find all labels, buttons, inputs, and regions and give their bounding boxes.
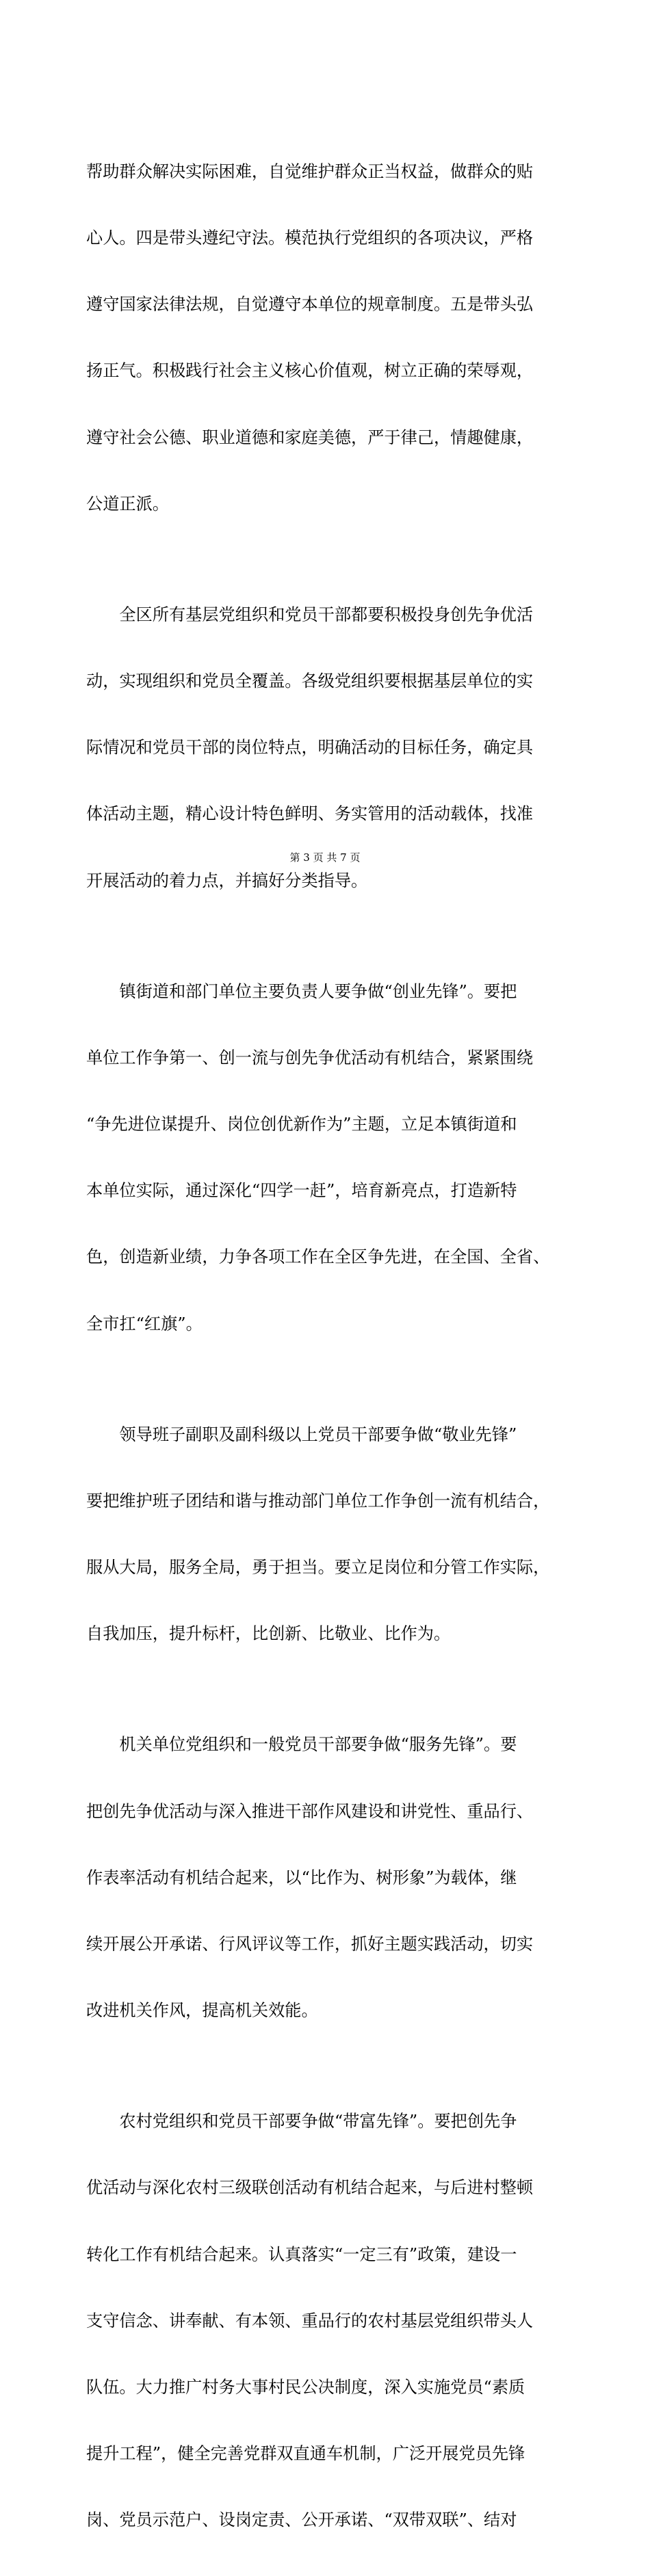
text-line: 遵守社会公德、职业道德和家庭美德，严于律己，情趣健康， [86, 427, 534, 447]
paragraph [86, 559, 565, 936]
text-line: 队伍。大力推广村务大事村民公决制度，深入实施党员“素质 [86, 2377, 525, 2397]
text-line: 扬正气。积极践行社会主义核心价值观，树立正确的荣辱观， [86, 361, 534, 381]
text-line: 机关单位党组织和一般党员干部要争做“服务先锋”。要 [86, 1735, 517, 1755]
text-line: 本单位实际，通过深化“四学一赶”，培育新亮点，打造新特 [86, 1181, 517, 1201]
text-line: 作表率活动有机结合起来，以“比作为、树形象”为载体，继 [86, 1868, 517, 1887]
text-line: 续开展公开承诺、行风评议等工作，抓好主题实践活动，切实 [86, 1934, 534, 1954]
text-line: 帮助群众解决实际困难，自觉维护群众正当权益，做群众的贴 [86, 161, 534, 181]
paragraph [86, 2066, 565, 2575]
text-line: 把创先争优活动与深入推进干部作风建设和讲党性、重品行、 [86, 1801, 534, 1821]
text-line: 开展活动的着力点，并搞好分类指导。 [86, 871, 368, 890]
text-line: 动，实现组织和党员全覆盖。各级党组织要根据基层单位的实 [86, 672, 534, 691]
text-line: 自我加压，提升标杆，比创新、比敬业、比作为。 [86, 1624, 451, 1644]
text-line: 提升工程”，健全完善党群双直通车机制，广泛开展党员先锋 [86, 2444, 525, 2464]
text-line: 际情况和党员干部的岗位特点，明确活动的目标任务，确定具 [86, 738, 534, 758]
text-line: 岗、党员示范户、设岗定责、公开承诺、“双带双联”、结对 [86, 2510, 517, 2530]
text-line: 服从大局，服务全局，勇于担当。要立足岗位和分管工作实际， [86, 1558, 550, 1578]
text-line: 领导班子副职及副科级以上党员干部要争做“敬业先锋” [86, 1424, 517, 1444]
text-line: 改进机关作风，提高机关效能。 [86, 2001, 318, 2021]
text-line: 公道正派。 [86, 494, 169, 514]
text-line: 镇街道和部门单位主要负责人要争做“创业先锋”。要把 [86, 981, 517, 1001]
paragraph [86, 1690, 565, 2067]
paragraph [86, 1379, 565, 1690]
text-line: 要把维护班子团结和谐与推动部门单位工作争创一流有机结合， [86, 1491, 550, 1511]
text-line: 全市扛“红旗”。 [86, 1314, 203, 1333]
text-line: “争先进位谋提升、岗位创优新作为”主题，立足本镇街道和 [86, 1115, 517, 1134]
text-line: 全区所有基层党组织和党员干部都要积极投身创先争优活 [86, 605, 534, 624]
text-line: 色，创造新业绩，力争各项工作在全区争先进，在全国、全省、 [86, 1247, 550, 1267]
text-line: 支守信念、讲奉献、有本领、重品行的农村基层党组织带头人 [86, 2311, 534, 2331]
text-line: 单位工作争第一、创一流与创先争优活动有机结合，紧紧围绕 [86, 1048, 534, 1067]
text-line: 转化工作有机结合起来。认真落实“一定三有”政策，建设一 [86, 2244, 517, 2264]
page-number-label: 第 3 页 共 7 页 [289, 851, 361, 864]
text-line: 体活动主题，精心设计特色鲜明、务实管用的活动载体，找准 [86, 804, 534, 824]
text-line: 心人。四是带头遵纪守法。模范执行党组织的各项决议，严格 [86, 228, 534, 248]
paragraph [86, 936, 565, 1379]
text-line: 农村党组织和党员干部要争做“带富先锋”。要把创先争 [86, 2112, 517, 2132]
text-line: 优活动与深化农村三级联创活动有机结合起来，与后进村整顿 [86, 2178, 534, 2198]
paragraph [86, 116, 565, 559]
text-line: 遵守国家法律法规，自觉遵守本单位的规章制度。五是带头弘 [86, 295, 534, 315]
page-footer [0, 851, 650, 864]
document-body [86, 116, 565, 2576]
